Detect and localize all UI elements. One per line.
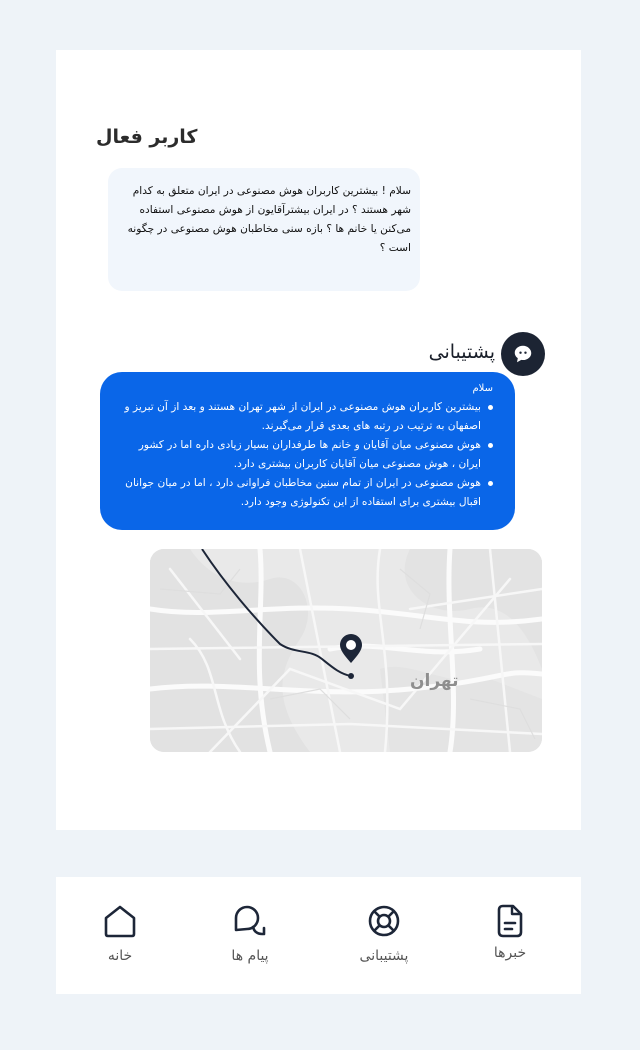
nav-support[interactable]	[334, 877, 434, 994]
support-point: بیشترین کاربران هوش مصنوعی در ایران از شهر تهران هستند و بعد از آن تبریز و اصفهان به ترتیب در رتبه های بعدی قرار می‌گیرند.	[122, 398, 493, 436]
nav-messages-label: پیام ها	[231, 948, 269, 964]
support-points	[122, 398, 493, 512]
lifebuoy-icon	[367, 904, 401, 938]
support-avatar	[501, 332, 545, 376]
bottom-navigation	[56, 877, 581, 994]
nav-support-label: پشتیبانی	[359, 948, 409, 964]
nav-messages[interactable]	[200, 877, 300, 994]
nav-home[interactable]	[70, 877, 170, 994]
active-user-title: کاربر فعال	[96, 126, 198, 148]
user-message-bubble	[108, 168, 420, 291]
support-point: هوش مصنوعی میان آقایان و خانم ها طرفداران بسیار زیادی داره اما در کشور ایران ، هوش مصنوعی میان آقایان کاربران بیشتری دارد.	[122, 436, 493, 474]
map-canvas	[150, 549, 542, 752]
support-message-bubble	[100, 372, 515, 530]
nav-home-label: خانه	[107, 948, 133, 964]
chat-bubble-icon	[512, 343, 534, 365]
user-message-text: سلام ! بیشترین کاربران هوش مصنوعی در ایران متعلق به کدام شهر هستند ؟ در ایران بیشترآقایون از هوش مصنوعی استفاده می‌کنن یا خانم ها ؟ بازه سنی مخاطبان هوش مصنوعی در چگونه است ؟	[127, 185, 411, 254]
map-city-label: تهران	[410, 671, 459, 691]
support-point: هوش مصنوعی در ایران از تمام سنین مخاطبان فراوانی دارد ، اما در میان جوانان اقبال بیشتری برای استفاده از این تکنولوژی وجود دارد.	[122, 474, 493, 512]
chat-icon	[232, 904, 268, 938]
nav-news[interactable]	[460, 877, 560, 994]
map-view[interactable]	[150, 549, 542, 752]
support-header	[400, 330, 545, 378]
nav-news-label: خبرها	[493, 945, 527, 961]
home-icon	[102, 904, 138, 938]
support-greeting: سلام	[472, 383, 493, 394]
support-title: پشتیبانی	[428, 341, 495, 363]
document-icon	[495, 904, 525, 938]
route-end-dot	[348, 673, 354, 679]
